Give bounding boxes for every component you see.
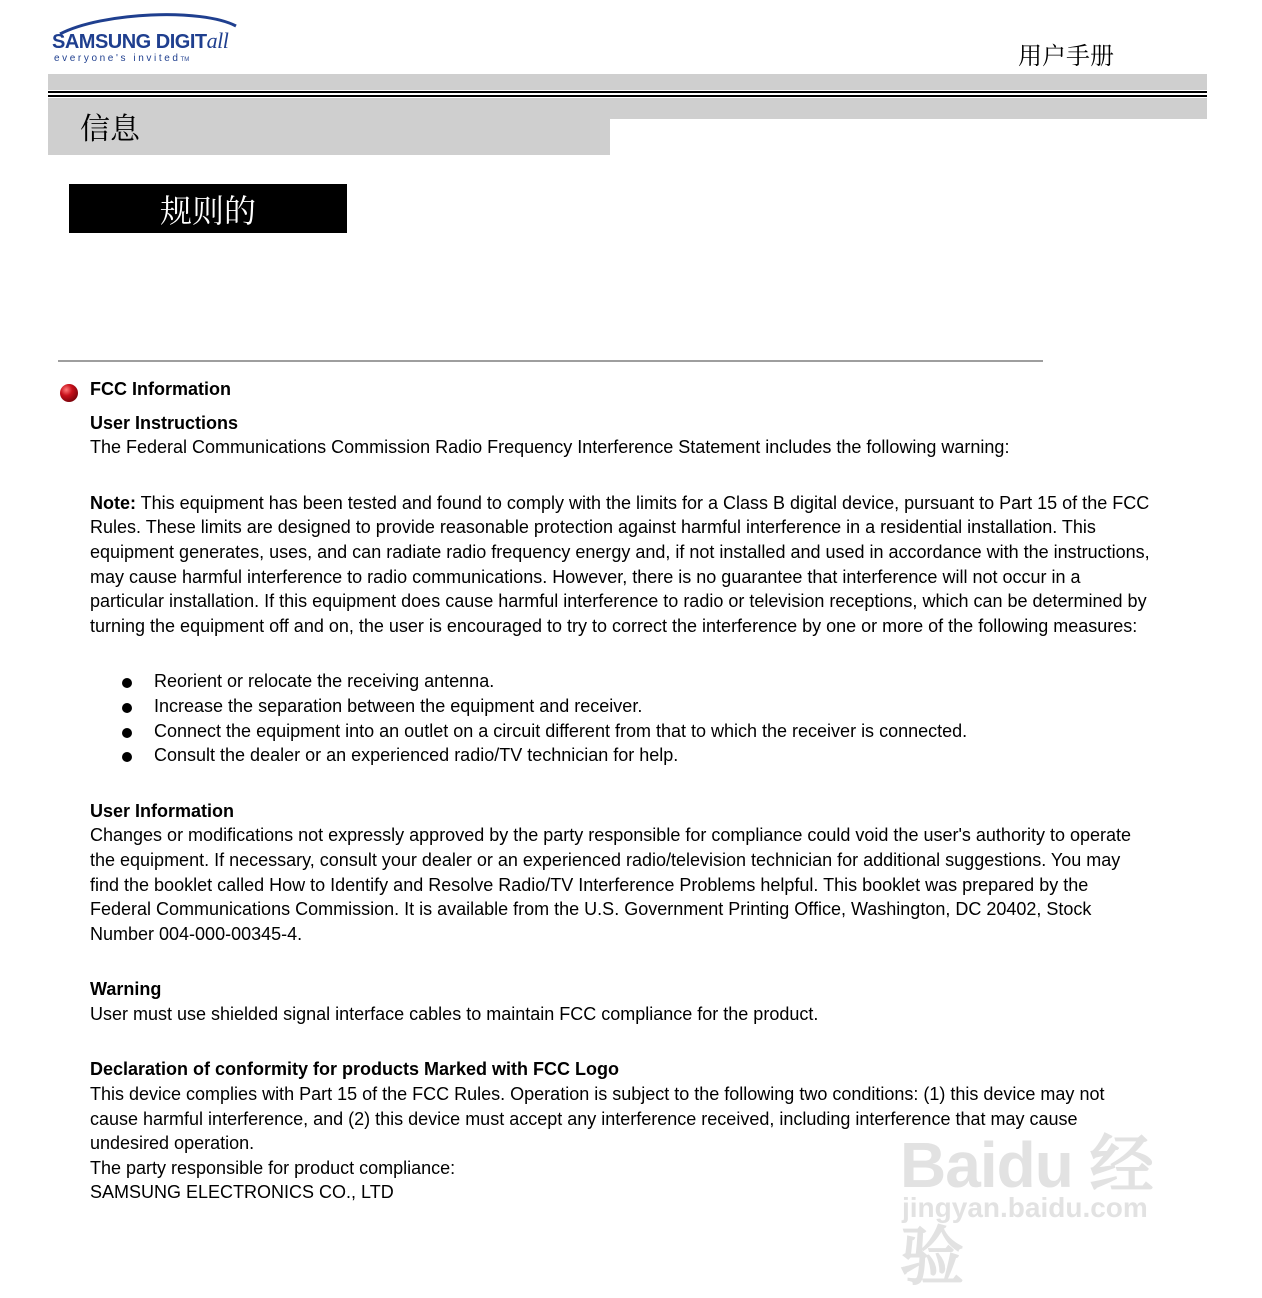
logo-tagline: everyone's invitedTM (54, 53, 190, 64)
header-band (48, 74, 1207, 90)
divider (58, 360, 1043, 362)
header-band-right (610, 98, 1207, 119)
user-information-text: Changes or modifications not expressly approved by the party responsible for compliance could void the user's authority to operate the equipment. If necessary, consult your dealer or an experienced radio/television technician for additional suggestions. You may find the booklet called How to Identify and Resolve Radio/TV Interference Problems helpful. This booklet was prepared by the Federal Communications Commission. It is available from the U.S. Government Printing Office, Washington, DC 20402, Stock Number 004-000-00345-4. (90, 825, 1132, 944)
list-item: Consult the dealer or an experienced radio/TV technician for help. (90, 743, 1150, 768)
bullet-dot-icon (122, 678, 132, 688)
fcc-content (90, 377, 1150, 1205)
watermark-main: Baidu 经验 (900, 1129, 1153, 1293)
bullet-dot-icon (122, 728, 132, 738)
warning-text: User must use shielded signal interface cables to maintain FCC compliance for the product. (90, 1003, 819, 1024)
user-manual-label: 用户手册 (1018, 42, 1114, 70)
note-label: Note: (90, 492, 136, 513)
user-instructions-text: The Federal Communications Commission Radio Frequency Interference Statement includes the following warning: (90, 437, 1010, 458)
user-information-heading: User Information (90, 800, 235, 821)
logo-wordmark: SAMSUNG DIGITall (52, 28, 229, 53)
declaration-heading: Declaration of conformity for products Marked with FCC Logo (90, 1059, 620, 1080)
company-name: SAMSUNG ELECTRONICS CO., LTD (90, 1182, 394, 1203)
bullet-dot-icon (122, 703, 132, 713)
watermark-url: jingyan.baidu.com (902, 1192, 1148, 1223)
list-item: Connect the equipment into an outlet on a circuit different from that to which the receiver is connected. (90, 719, 1150, 744)
header-band-notch (610, 119, 634, 155)
measures-list (90, 669, 1150, 767)
fcc-heading: FCC Information (90, 379, 231, 399)
warning-heading: Warning (90, 979, 162, 1000)
user-instructions-heading: User Instructions (90, 412, 239, 433)
list-item: Reorient or relocate the receiving antenna. (90, 669, 1150, 694)
note-paragraph (90, 491, 1150, 639)
bullet-dot-icon (122, 752, 132, 762)
samsung-digitall-logo (52, 10, 242, 70)
note-text: This equipment has been tested and found to comply with the limits for a Class B digital device, pursuant to Part 15 of the FCC Rules. These limits are designed to provide reasonable protection against harmful interference in a residential installation. This equipment generates, uses, and can radiate radio frequency energy and, if not installed and used in accordance with the instructions, may cause harmful interference to radio communications. However, there is no guarantee that interference will not occur in a particular installation. If this equipment does cause harmful interference to radio or television receptions, which can be determined by turning the equipment off and on, the user is encouraged to try to correct the interference by one or more of the following measures: (90, 492, 1150, 636)
page-title: 规则的 (69, 184, 347, 233)
header-rule (48, 91, 1207, 93)
header-rule (48, 95, 1207, 97)
responsible-party-label: The party responsible for product compliance: (90, 1157, 456, 1178)
list-item: Increase the separation between the equipment and receiver. (90, 694, 1150, 719)
declaration-text: This device complies with Part 15 of the FCC Rules. Operation is subject to the following two conditions: (1) this device may not cause harmful interference, and (2) this device must accept any interference received, including interference that may cause undesired operation. (90, 1084, 1105, 1154)
section-title: 信息 (80, 112, 140, 147)
red-bullet-icon (60, 384, 78, 402)
